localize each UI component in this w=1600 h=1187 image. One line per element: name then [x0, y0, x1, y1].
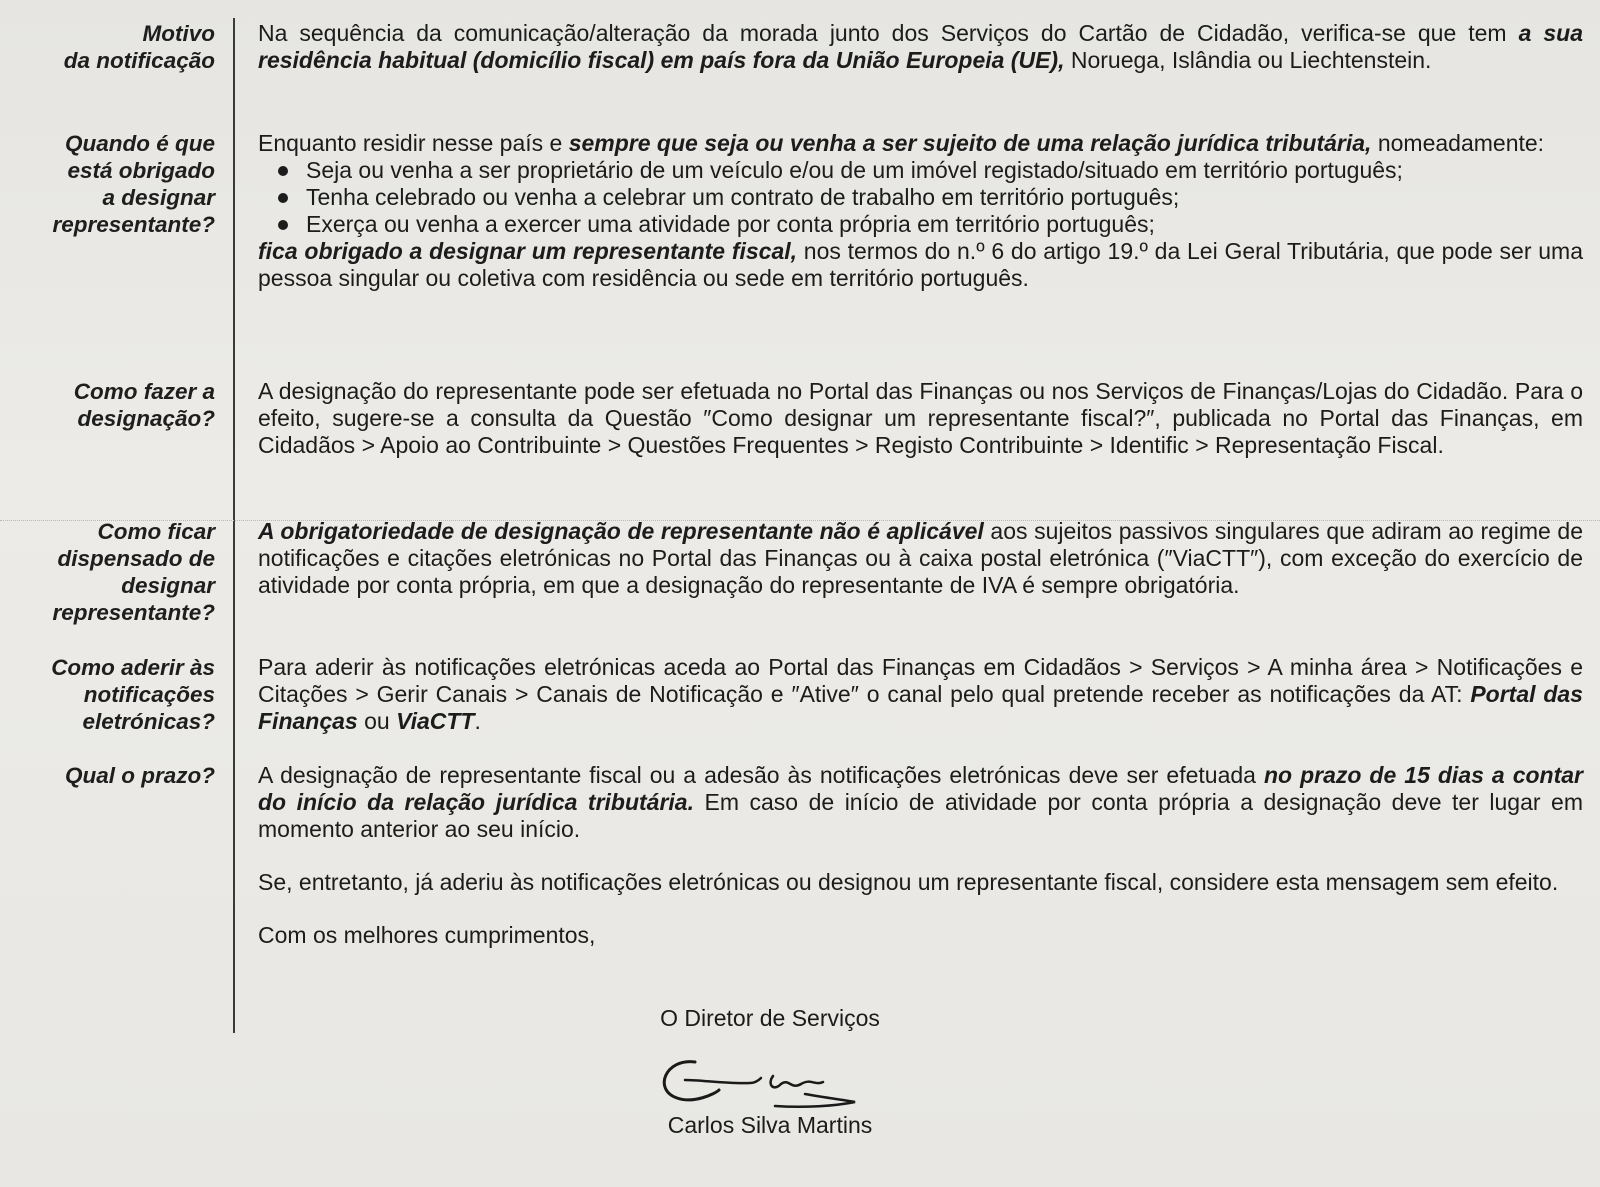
- signatory-title: O Diretor de Serviços: [660, 1005, 880, 1031]
- text-como-fazer: A designação do representante pode ser efetuada no Portal das Finanças ou nos Serviços de Finanças/Lojas do Cidadão. Para o efeito, sugere-se a consulta da Questão ″Como designar um representante fiscal?″, publicada no Portal das Finanças, em Cidadãos > Apoio ao Contribuinte > Questões Frequentes > Registo Contribuinte > Identific > Representação Fiscal.: [258, 378, 1583, 458]
- list-item: Exerça ou venha a exercer uma atividade por conta própria em território português;: [306, 211, 1583, 238]
- text-dispensado: A obrigatoriedade de designação de representante não é aplicável aos sujeitos passivos singulares que adiram ao regime de notificações e citações eletrónicas no Portal das Finanças ou à caixa postal eletrónica (″ViaCTT″), com exceção do exercício de atividade por conta própria, em que a designação do representante de IVA é sempre obrigatória.: [258, 518, 1583, 598]
- list-item: Tenha celebrado ou venha a celebrar um contrato de trabalho em território português;: [306, 184, 1583, 211]
- label-prazo: Qual o prazo?: [64, 763, 215, 788]
- closing-line: Com os melhores cumprimentos,: [258, 922, 596, 948]
- text-aderir: Para aderir às notificações eletrónicas aceda ao Portal das Finanças em Cidadãos > Serviços > A minha área > Notificações e Citações > Gerir Canais > Canais de Notificação e ″Ative″ o canal pelo qual pretende receber as notificações da AT: Portal das Finanças ou ViaCTT.: [258, 654, 1583, 734]
- signatory-name: Carlos Silva Martins: [667, 1112, 873, 1138]
- handwritten-signature: [655, 1050, 875, 1120]
- disclaimer-paragraph: Se, entretanto, já aderiu às notificações eletrónicas ou designou um representante fiscal, considere esta mensagem sem efeito.: [258, 869, 1559, 895]
- text-quando: Enquanto residir nesse país e sempre que seja ou venha a ser sujeito de uma relação jurídica tributária, nomeadamente: Seja ou venha a ser proprietário de um veículo e/ou de um imóvel registado/situado em território português; Tenha celebrado ou venha a celebrar um contrato de trabalho em território português; Exerça ou venha a exercer uma atividade por conta própria em território português; fica obrigado a designar um representante fiscal, nos termos do n.º 6 do artigo 19.º da Lei Geral Tributária, que pode ser uma pessoa singular ou coletiva com residência ou sede em território português.: [258, 130, 1583, 291]
- text-motivo: Na sequência da comunicação/alteração da morada junto dos Serviços do Cartão de Cidadão, verifica-se que tem a sua residência habitual (domicílio fiscal) em país fora da União Europeia (UE), Noruega, Islândia ou Liechtenstein.: [258, 20, 1583, 73]
- label-quando: Quando é que está obrigado a designar representante?: [52, 131, 215, 237]
- obligation-list: [258, 157, 1583, 238]
- list-item: Seja ou venha a ser proprietário de um veículo e/ou de um imóvel registado/situado em território português;: [306, 157, 1583, 184]
- label-dispensado: Como ficar dispensado de designar representante?: [52, 519, 215, 625]
- column-divider: [233, 18, 235, 1033]
- label-motivo: Motivo da notificação: [63, 21, 215, 73]
- text-prazo: A designação de representante fiscal ou a adesão às notificações eletrónicas deve ser efetuada no prazo de 15 dias a contar do início da relação jurídica tributária. Em caso de início de atividade por conta própria a designação deve ter lugar em momento anterior ao seu início. Se, entretanto, já aderiu às notificações eletrónicas ou designou um representante fiscal, considere esta mensagem sem efeito. Com os melhores cumprimentos,: [258, 762, 1584, 948]
- label-aderir: Como aderir às notificações eletrónicas?: [51, 655, 215, 734]
- label-como-fazer: Como fazer a designação?: [73, 379, 215, 431]
